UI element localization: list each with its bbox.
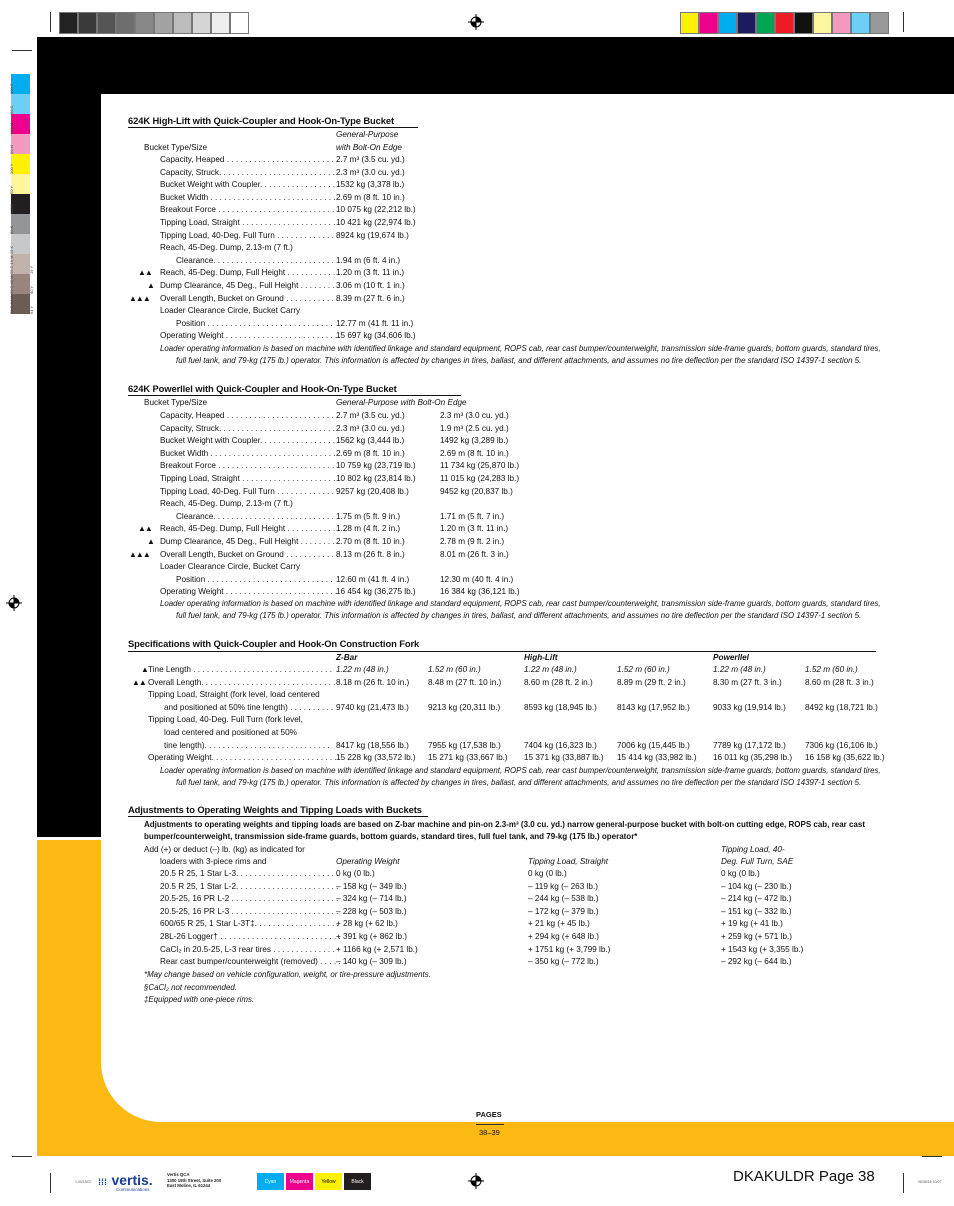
fork-label: Overall Length. . . . . . . . . . . . . . . . . . . . . . . . . . . . . . xyxy=(148,678,336,687)
spec-row xyxy=(101,410,901,423)
spec-row xyxy=(101,167,901,180)
spec-label: Operating Weight . . . . . . . . . . . . . . . . . . . . . . . . . xyxy=(160,587,338,597)
spec-row xyxy=(101,255,901,268)
fork-value: 8.48 m (27 ft. 10 in.) xyxy=(428,678,502,687)
adjust-label: 20.5 R 25, 1 Star L-2. . . . . . . . . . . . . . . . . . . . . . . xyxy=(160,881,339,891)
spec-label: Overall Length, Bucket on Ground . . . . . . . . . . . . xyxy=(160,549,339,559)
fork-group-highlift: High-Lift xyxy=(524,653,558,662)
spec-value: 1562 kg (3,444 lb.) xyxy=(336,436,405,446)
adjust-label: 28L-26 Logger† . . . . . . . . . . . . . . . . . . . . . . . . . . . xyxy=(160,932,341,941)
spec-value: 3.06 m (10 ft. 1 in.) xyxy=(336,281,405,290)
vertis-logo xyxy=(98,1172,153,1192)
adjust-row xyxy=(101,881,901,894)
pages-divider xyxy=(476,1124,504,1125)
spec-value: 12.30 m (40 ft. 4 in.) xyxy=(440,574,514,584)
column-head: General-Purpose xyxy=(336,130,399,139)
side-label: 50 K xyxy=(9,225,14,234)
magenta-swatch: Magenta xyxy=(286,1173,313,1190)
spec-row xyxy=(101,330,901,343)
spec-row xyxy=(101,561,901,574)
spec-label: Capacity, Struck. . . . . . . . . . . . . . . . . . . . . . . . . . xyxy=(160,167,336,177)
footnote: §CaCl₂ not recommended. xyxy=(144,983,237,992)
section-title: Adjustments to Operating Weights and Tipping Loads with Buckets xyxy=(128,804,422,815)
cmyk-swatches xyxy=(257,1173,373,1190)
fork-value: 15 414 kg (33,982 lb.) xyxy=(617,753,697,762)
spec-label: Capacity, Struck. . . . . . . . . . . . . . . . . . . . . . . . . . xyxy=(160,423,336,433)
tipping-straight-value: + 1751 kg (+ 3,799 lb.) xyxy=(528,944,611,954)
black-side-band xyxy=(37,37,101,837)
spec-label: Bucket Weight with Coupler. . . . . . . . . . . . . . . . . xyxy=(160,436,336,446)
fork-row xyxy=(101,714,921,727)
delta-marker-icon: ▲▲ xyxy=(132,678,146,687)
fork-value: 1.22 m (48 in.) xyxy=(336,665,389,674)
spec-value: 8.13 m (26 ft. 8 in.) xyxy=(336,549,405,559)
bucket-type-label: Bucket Type/Size xyxy=(144,398,208,407)
fork-value: 9740 kg (21,473 lb.) xyxy=(336,703,409,712)
fork-value: 8.30 m (27 ft. 3 in.) xyxy=(713,678,782,687)
spec-value: 2.69 m (8 ft. 10 in.) xyxy=(440,448,509,458)
spec-value: 1532 kg (3,378 lb.) xyxy=(336,180,405,190)
spec-label: Clearance. . . . . . . . . . . . . . . . . . . . . . . . . . . xyxy=(176,255,334,265)
adjust-intro: Add (+) or deduct (–) lb. (kg) as indicated for xyxy=(144,845,305,854)
section-title: 624K High-Lift with Quick-Coupler and Hook-On-Type Bucket xyxy=(128,115,395,126)
fork-value: 8417 kg (18,556 lb.) xyxy=(336,741,409,750)
fork-row xyxy=(101,689,921,702)
color-bar xyxy=(680,12,889,34)
spec-label: Clearance. . . . . . . . . . . . . . . . . . . . . . . . . . . xyxy=(176,511,334,521)
spec-label: Breakout Force . . . . . . . . . . . . . . . . . . . . . . . . . . xyxy=(160,461,335,471)
grayscale-bar xyxy=(59,12,249,34)
side-label: 100 C xyxy=(9,83,14,94)
spec-value: 12.77 m (41 ft. 11 in.) xyxy=(336,318,414,328)
bucket-type-label: Bucket Type/Size xyxy=(144,143,208,152)
fork-value: 15 371 kg (33,887 lb.) xyxy=(524,753,604,762)
fork-label: Operating Weight. . . . . . . . . . . . . . . . . . . . . . . . . . . . xyxy=(148,753,337,762)
spec-label: Overall Length, Bucket on Ground . . . . . . . . . . . . xyxy=(160,293,339,303)
delta-marker-icon: ▲▲ xyxy=(138,268,152,278)
side-label: 100 Y xyxy=(9,163,14,174)
side-label: 100 K xyxy=(9,203,14,214)
fork-label: Tine Length . . . . . . . . . . . . . . . . . . . . . . . . . . . . . . . xyxy=(148,665,332,674)
adjust-label: CaCl₂ in 20.5-25, L-3 rear tires . . . . . . . . . . . . . . xyxy=(160,944,335,954)
spec-row xyxy=(101,192,901,205)
tipping-turn-value: – 292 kg (– 644 lb.) xyxy=(721,957,792,967)
black-swatch: Black xyxy=(344,1173,371,1190)
fork-group-zbar: Z-Bar xyxy=(336,653,358,662)
fork-value: 9213 kg (20,311 lb.) xyxy=(428,703,501,712)
spec-label: Reach, 45-Deg. Dump, Full Height . . . . . . . . . . . . xyxy=(160,524,340,534)
spec-label: Reach, 45-Deg. Dump, 2.13-m (7 ft.) xyxy=(160,243,293,253)
spec-value: 9257 kg (20,408 lb.) xyxy=(336,486,409,496)
fork-value: 16 011 kg (35,298 lb.) xyxy=(713,753,793,762)
spec-value: 1.75 m (5 ft. 9 in.) xyxy=(336,511,401,521)
fork-value: 8143 kg (17,952 lb.) xyxy=(617,703,690,712)
spec-value: 1492 kg (3,289 lb.) xyxy=(440,436,509,446)
spec-row xyxy=(101,267,901,280)
loader-note: full fuel tank, and 79-kg (175 lb.) operator. This information is affected by changes in tires, ballast, and different attachments, and assumes no tire deflection per the standard ISO 14397-1 section 5. xyxy=(176,778,862,787)
side-label: 75 C 64 M 64 Y xyxy=(9,295,34,314)
pages-number: 38–39 xyxy=(479,1128,500,1137)
section-title: 624K Powerllel with Quick-Coupler and Hook-On-Type Bucket xyxy=(128,383,397,394)
spec-row xyxy=(101,473,901,486)
vertis-address xyxy=(167,1172,221,1189)
side-strip-labels xyxy=(2,74,34,314)
fork-value: 7006 kg (15,445 lb.) xyxy=(617,741,690,750)
spec-value: 2.3 m³ (3.0 cu. yd.) xyxy=(440,411,509,420)
fork-label: tine length). . . . . . . . . . . . . . . . . . . . . . . . . . . . xyxy=(164,741,330,750)
spec-content xyxy=(101,94,954,1144)
spec-value: 15 697 kg (34,606 lb.) xyxy=(336,331,416,341)
spec-label: Tipping Load, Straight . . . . . . . . . . . . . . . . . . . . . xyxy=(160,218,336,227)
adjust-row xyxy=(101,906,901,919)
crop-mark xyxy=(903,12,904,32)
spec-value: 2.78 m (9 ft. 2 in.) xyxy=(440,537,505,546)
spec-row xyxy=(101,280,901,293)
tipping-turn-value: – 214 kg (– 472 lb.) xyxy=(721,894,792,904)
spec-value: 16 454 kg (36,275 lb.) xyxy=(336,587,416,597)
spec-row xyxy=(101,448,901,461)
spec-value: 2.3 m³ (3.0 cu. yd.) xyxy=(336,423,405,433)
spec-row xyxy=(101,511,901,524)
operating-weight-value: + 28 kg (+ 62 lb.) xyxy=(336,919,398,929)
spec-value: 8.39 m (27 ft. 6 in.) xyxy=(336,293,405,303)
section-underline xyxy=(128,651,876,652)
side-label: 25 C 19 M 19 Y xyxy=(9,255,34,274)
fork-value: 8593 kg (18,945 lb.) xyxy=(524,703,597,712)
spec-label: Dump Clearance, 45 Deg., Full Height . . . . . . . . . xyxy=(160,281,340,290)
spec-row xyxy=(101,217,901,230)
spec-row xyxy=(101,498,901,511)
spec-value: 2.3 m³ (3.0 cu. yd.) xyxy=(336,167,405,177)
spec-label: Tipping Load, 40-Deg. Full Turn . . . . . . . . . . . . . . xyxy=(160,230,339,240)
operating-weight-value: – 324 kg (– 714 lb.) xyxy=(336,894,407,904)
adjust-label: 20.5 R 25, 1 Star L-3. . . . . . . . . . . . . . . . . . . . . . . xyxy=(160,869,339,878)
column-head: Tipping Load, Straight xyxy=(528,857,609,866)
tipping-straight-value: + 21 kg (+ 45 lb.) xyxy=(528,919,590,929)
crop-mark xyxy=(12,50,32,51)
fork-value: 7306 kg (16,106 lb.) xyxy=(805,741,878,750)
spec-value: 2.7 m³ (3.5 cu. yd.) xyxy=(336,411,405,420)
spec-value: 2.70 m (8 ft. 10 in.) xyxy=(336,537,405,546)
spec-value: 1.94 m (6 ft. 4 in.) xyxy=(336,255,401,265)
fork-value: 8.60 m (28 ft. 2 in.) xyxy=(524,678,593,687)
fork-row xyxy=(101,727,921,740)
fork-value: 7955 kg (17,538 lb.) xyxy=(428,741,501,750)
spec-row xyxy=(101,536,901,549)
footnote: ‡Equipped with one-piece rims. xyxy=(144,995,255,1004)
fork-label: Tipping Load, Straight (fork level, load centered xyxy=(148,690,320,699)
adjust-paragraph: bumper/counterweight, transmission side-frame guards, bottom guards, standard tires, full fuel tank, and 79-kg (175 lb.) operator* xyxy=(144,832,638,841)
fork-value: 15 271 kg (33,667 lb.) xyxy=(428,753,508,762)
spec-row xyxy=(101,204,901,217)
loader-note: Loader operating information is based on machine with identified linkage and standard equipment, ROPS cab, rear cast bumper/counterweight, transmission side-frame guards, bottom guards, standard tires, xyxy=(160,599,881,608)
tipping-turn-value: + 19 kg (+ 41 lb.) xyxy=(721,919,783,929)
spec-value: 12.60 m (41 ft. 4 in.) xyxy=(336,574,410,584)
column-head: Operating Weight xyxy=(336,857,400,866)
spec-label: Bucket Width . . . . . . . . . . . . . . . . . . . . . . . . . . . . xyxy=(160,192,336,202)
loader-note: Loader operating information is based on machine with identified linkage and standard equipment, ROPS cab, rear cast bumper/counterweight, transmission side-frame guards, bottom guards, standard tires, xyxy=(160,766,881,775)
operating-weight-value: – 140 kg (– 309 lb.) xyxy=(336,957,407,967)
loader-note: full fuel tank, and 79-kg (175 lb.) operator. This information is affected by changes in tires, ballast, and different attachments, and assumes no tire deflection per the standard ISO 14397-1 section 5. xyxy=(176,611,862,620)
yellow-swatch: Yellow xyxy=(315,1173,342,1190)
fork-value: 9033 kg (19,914 lb.) xyxy=(713,703,786,712)
delta-marker-icon: ▲▲▲ xyxy=(129,293,150,303)
crop-mark xyxy=(12,1156,32,1157)
address-line: East Moline, IL 61244 xyxy=(167,1183,211,1188)
spec-label: Bucket Weight with Coupler. . . . . . . . . . . . . . . . . xyxy=(160,180,336,190)
tipping-turn-value: + 259 kg (+ 571 lb.) xyxy=(721,932,793,941)
spec-value: 1.28 m (4 ft. 2 in.) xyxy=(336,524,401,534)
spec-row xyxy=(101,486,901,499)
spec-label: Loader Clearance Circle, Bucket Carry xyxy=(160,306,301,316)
pages-label: PAGES xyxy=(476,1110,502,1119)
spec-label: Dump Clearance, 45 Deg., Full Height . . . . . . . . . xyxy=(160,537,340,546)
document-page-title: DKAKULDR Page 38 xyxy=(733,1168,875,1185)
operating-weight-value: 0 kg (0 lb.) xyxy=(336,869,375,878)
spec-value: 8924 kg (19,674 lb.) xyxy=(336,230,409,240)
spec-label: Tipping Load, 40-Deg. Full Turn . . . . . . . . . . . . . . xyxy=(160,486,339,496)
side-label: 25 K xyxy=(9,245,14,254)
fork-value: 1.22 m (48 in.) xyxy=(524,665,577,674)
spec-value: 10 802 kg (23,814 lb.) xyxy=(336,474,416,483)
spec-value: 9452 kg (20,837 lb.) xyxy=(440,486,513,496)
adjust-label: 20.5-25, 16 PR L-3 . . . . . . . . . . . . . . . . . . . . . . . . xyxy=(160,906,339,916)
spec-row xyxy=(101,305,901,318)
spec-value: 2.69 m (8 ft. 10 in.) xyxy=(336,192,405,202)
side-label: 50 C xyxy=(9,105,14,114)
spec-row xyxy=(101,460,901,473)
column-head: Tipping Load, 40- xyxy=(721,845,785,854)
registration-mark-icon xyxy=(468,1173,484,1189)
fork-label: and positioned at 50% tine length) . . . . . . . . . . xyxy=(164,703,334,712)
fork-row xyxy=(101,740,921,753)
fork-row xyxy=(101,664,921,677)
spec-label: Capacity, Heaped . . . . . . . . . . . . . . . . . . . . . . . . . xyxy=(160,155,339,164)
tipping-turn-value: + 1543 kg (+ 3,355 lb.) xyxy=(721,944,804,954)
fork-value: 16 158 kg (35,622 lb.) xyxy=(805,753,885,762)
spec-row xyxy=(101,242,901,255)
adjust-row xyxy=(101,918,901,931)
tipping-turn-value: – 151 kg (– 332 lb.) xyxy=(721,906,792,916)
adjust-label: 600/65 R 25, 1 Star L-3T‡. . . . . . . . . . . . . . . . . . . xyxy=(160,919,339,929)
fork-value: 8.89 m (29 ft. 2 in.) xyxy=(617,678,686,687)
spec-value: 8.01 m (26 ft. 3 in.) xyxy=(440,549,509,559)
adjust-row xyxy=(101,868,901,881)
fork-value: 8492 kg (18,721 lb.) xyxy=(805,703,878,712)
registration-mark-icon xyxy=(6,595,22,611)
spec-row xyxy=(101,523,901,536)
side-label: 100 M xyxy=(9,122,14,134)
spec-label: Loader Clearance Circle, Bucket Carry xyxy=(160,562,301,572)
side-label: 50 M xyxy=(9,145,14,154)
loader-note: Loader operating information is based on machine with identified linkage and standard equipment, ROPS cab, rear cast bumper/counterweight, transmission side-frame guards, bottom guards, standard tires, xyxy=(160,344,881,353)
fork-row xyxy=(101,752,921,765)
adjust-row xyxy=(101,893,901,906)
delta-marker-icon: ▲ xyxy=(141,665,148,674)
crop-mark xyxy=(903,1173,904,1193)
fork-value: 1.52 m (60 in.) xyxy=(428,665,481,674)
spec-value: 11 015 kg (24,283 lb.) xyxy=(440,474,520,483)
tipping-straight-value: – 119 kg (– 263 lb.) xyxy=(528,881,598,891)
spec-value: 10 421 kg (22,974 lb.) xyxy=(336,218,416,227)
spec-row xyxy=(101,549,901,562)
spec-label: Operating Weight . . . . . . . . . . . . . . . . . . . . . . . . . xyxy=(160,331,338,341)
spec-value: 16 384 kg (36,121 lb.) xyxy=(440,587,520,597)
vertis-wordmark: vertis. xyxy=(111,1172,153,1188)
fork-value: 1.22 m (48 in.) xyxy=(713,665,766,674)
spec-label: Reach, 45-Deg. Dump, Full Height . . . . . . . . . . . . xyxy=(160,268,340,278)
spec-value: 1.20 m (3 ft. 11 in.) xyxy=(440,524,509,534)
spec-row xyxy=(101,293,901,306)
spec-row xyxy=(101,154,901,167)
fork-label: Tipping Load, 40-Deg. Full Turn (fork level, xyxy=(148,715,303,724)
adjust-label: 20.5-25, 16 PR L-2 . . . . . . . . . . . . . . . . . . . . . . . . xyxy=(160,894,339,904)
delta-marker-icon: ▲▲▲ xyxy=(129,549,150,559)
cyan-swatch: Cyan xyxy=(257,1173,284,1190)
spec-row xyxy=(101,179,901,192)
footnote: *May change based on vehicle configuration, weight, or tire-pressure adjustments. xyxy=(144,970,431,979)
operating-weight-value: – 158 kg (– 349 lb.) xyxy=(336,881,407,891)
spec-label: Position . . . . . . . . . . . . . . . . . . . . . . . . . . . . xyxy=(176,318,333,328)
delta-marker-icon: ▲ xyxy=(147,281,154,290)
spec-label: Breakout Force . . . . . . . . . . . . . . . . . . . . . . . . . . xyxy=(160,205,335,215)
job-code: 1,00/19/07 xyxy=(75,1180,92,1184)
vertis-sub: Communications xyxy=(116,1187,150,1192)
fork-value: 15 228 kg (33,572 lb.) xyxy=(336,753,416,762)
crop-mark xyxy=(50,1173,51,1193)
side-label: 50 Y xyxy=(9,185,14,194)
crop-mark xyxy=(50,12,51,32)
spec-row xyxy=(101,230,901,243)
spec-value: 1.20 m (3 ft. 11 in.) xyxy=(336,268,405,278)
black-header-band xyxy=(37,37,954,94)
adjust-label: Rear cast bumper/counterweight (removed) . . . . . xyxy=(160,957,341,967)
spec-row xyxy=(101,435,901,448)
operating-weight-value: + 391 kg (+ 862 lb.) xyxy=(336,932,408,941)
adjust-row xyxy=(101,956,901,969)
spec-label: Bucket Width . . . . . . . . . . . . . . . . . . . . . . . . . . . . xyxy=(160,448,336,458)
delta-marker-icon: ▲▲ xyxy=(138,524,152,534)
tipping-straight-value: – 172 kg (– 379 lb.) xyxy=(528,906,599,916)
adjust-paragraph: Adjustments to operating weights and tipping loads are based on Z-bar machine and pin-on 2.3-m³ (3.0 cu. yd.) narrow general-purpose bucket with bolt-on cutting edge, ROPS cab, rear cast xyxy=(144,820,865,829)
spec-value: 10 075 kg (22,212 lb.) xyxy=(336,205,416,215)
fork-group-powerllel: Powerllel xyxy=(713,653,749,662)
adjust-intro: loaders with 3-piece rims and xyxy=(160,857,267,866)
crop-mark xyxy=(922,1156,942,1157)
section-underline xyxy=(128,395,461,396)
tipping-straight-value: + 294 kg (+ 648 lb.) xyxy=(528,932,600,941)
tipping-turn-value: – 104 kg (– 230 lb.) xyxy=(721,881,792,891)
fork-value: 8.60 m (28 ft. 3 in.) xyxy=(805,678,874,687)
spec-value: 1.9 m³ (2.5 cu. yd.) xyxy=(440,423,509,433)
spec-value: 1.71 m (5 ft. 7 in.) xyxy=(440,511,505,521)
adjust-row xyxy=(101,944,901,957)
fork-row xyxy=(101,677,921,690)
job-code: 06/08/18 10/07 xyxy=(918,1180,942,1184)
fork-value: 7404 kg (16,323 lb.) xyxy=(524,741,597,750)
section-underline xyxy=(128,127,418,128)
tipping-straight-value: – 244 kg (– 538 lb.) xyxy=(528,894,599,904)
operating-weight-value: – 228 kg (– 503 lb.) xyxy=(336,906,407,916)
vertis-dots-icon: ⁞⁞⁞ xyxy=(98,1177,107,1187)
column-head: with Bolt-On Edge xyxy=(336,143,402,152)
address-line: 1300 19th Street, Suite 200 xyxy=(167,1177,222,1183)
fork-value: 8.18 m (26 ft. 10 in.) xyxy=(336,678,410,687)
spec-label: Capacity, Heaped . . . . . . . . . . . . . . . . . . . . . . . . . xyxy=(160,411,339,420)
spec-value: 2.7 m³ (3.5 cu. yd.) xyxy=(336,155,405,164)
loader-note: full fuel tank, and 79-kg (175 lb.) operator. This information is affected by changes in tires, ballast, and different attachments, and assumes no tire deflection per the standard ISO 14397-1 section 5. xyxy=(176,356,862,365)
tipping-straight-value: 0 kg (0 lb.) xyxy=(528,869,567,878)
operating-weight-value: + 1166 kg (+ 2,571 lb.) xyxy=(336,944,418,954)
side-label: 50 C 40 M 40 Y xyxy=(9,275,34,294)
fork-label: load centered and positioned at 50% xyxy=(164,728,297,737)
spec-row xyxy=(101,423,901,436)
spec-value: 11 734 kg (25,870 lb.) xyxy=(440,461,520,471)
spec-row xyxy=(101,318,901,331)
spec-value: 10 759 kg (23,719 lb.) xyxy=(336,461,416,471)
spec-label: Position . . . . . . . . . . . . . . . . . . . . . . . . . . . . xyxy=(176,574,333,584)
spec-label: Reach, 45-Deg. Dump, 2.13-m (7 ft.) xyxy=(160,499,293,509)
tipping-straight-value: – 350 kg (– 772 lb.) xyxy=(528,957,599,967)
section-underline xyxy=(128,816,428,817)
fork-value: 1.52 m (60 in.) xyxy=(805,665,858,674)
column-head: Deg. Full Turn, SAE xyxy=(721,857,794,866)
spec-value: 2.69 m (8 ft. 10 in.) xyxy=(336,448,405,458)
address-line: Vertis QCA xyxy=(167,1172,190,1177)
column-head: General-Purpose with Bolt-On Edge xyxy=(336,398,467,407)
delta-marker-icon: ▲ xyxy=(147,537,154,546)
spec-label: Tipping Load, Straight . . . . . . . . . . . . . . . . . . . . . xyxy=(160,474,336,483)
fork-value: 1.52 m (60 in.) xyxy=(617,665,670,674)
registration-mark-icon xyxy=(468,14,484,30)
fork-value: 7789 kg (17,172 lb.) xyxy=(713,741,786,750)
tipping-turn-value: 0 kg (0 lb.) xyxy=(721,869,760,878)
spec-row xyxy=(101,574,901,587)
section-title: Specifications with Quick-Coupler and Hook-On Construction Fork xyxy=(128,638,420,649)
adjust-row xyxy=(101,931,901,944)
fork-row xyxy=(101,702,921,715)
